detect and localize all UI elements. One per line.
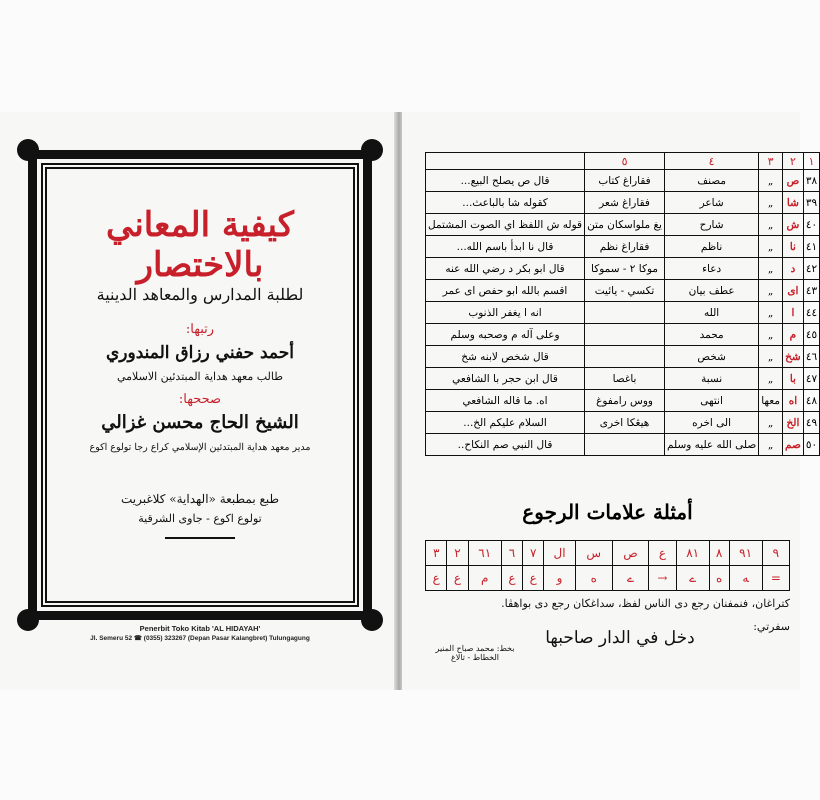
table-cell: هيڠكا اخرى — [585, 412, 665, 434]
example-text: دخل في الدار صاحبها — [545, 628, 695, 648]
table-cell: قال ابن حجر با الشافعي — [426, 368, 585, 390]
column-header — [426, 153, 585, 170]
table-cell: شخ — [782, 346, 803, 368]
table-cell: ٤٥ — [803, 324, 819, 346]
reference-mark: س — [575, 541, 612, 566]
table-row — [426, 192, 820, 214]
book-title: كيفية المعاني بالاختصار — [106, 205, 294, 285]
column-header: ٣ — [759, 153, 783, 170]
table-cell: يغ ملواسكان متن — [585, 214, 665, 236]
table-cell: „ — [759, 434, 783, 456]
table-cell: با — [782, 368, 803, 390]
table-cell: ص — [782, 170, 803, 192]
reference-mark: ع — [447, 566, 468, 591]
abbreviation-table — [425, 152, 820, 456]
table-cell: شا — [782, 192, 803, 214]
table-cell: معها — [759, 390, 783, 412]
table-cell: قال نا ابدأ باسم الله... — [426, 236, 585, 258]
author-role: طالب معهد هداية المبتدئين الاسلامي — [117, 370, 283, 383]
table-cell: اه — [782, 390, 803, 412]
table-row — [426, 324, 820, 346]
table-cell: „ — [759, 324, 783, 346]
table-cell — [585, 346, 665, 368]
table-cell: قال ابو بكر د رضي الله عنه — [426, 258, 585, 280]
printed-at: طبع بمطبعة «الهداية» كلاغبريت — [120, 492, 280, 506]
table-cell: شاعر — [664, 192, 758, 214]
reference-mark: ٣ — [426, 541, 447, 566]
table-cell: كقوله شا بالباعث... — [426, 192, 585, 214]
table-cell: الى اخره — [664, 412, 758, 434]
table-cell: مصنف — [664, 170, 758, 192]
table-cell: نا — [782, 236, 803, 258]
publisher-address: Jl. Semeru 52 ☎ (0355) 323267 (Depan Pasar Kalangbret) Tulungagung — [90, 635, 310, 642]
arranged-by-label: رتبها: — [185, 322, 215, 337]
explanation-text: كتراغان، فنمفنان رجع دى الناس لفظ، سداغكان رجع دى بواهڤا. — [501, 597, 790, 610]
reference-mark: ٢ — [447, 541, 468, 566]
table-row — [426, 412, 820, 434]
reference-mark: ے — [676, 566, 709, 591]
table-cell: ٤٨ — [803, 390, 819, 412]
reference-mark: ع — [649, 541, 676, 566]
reference-mark: ع — [426, 566, 447, 591]
table-cell: م — [782, 324, 803, 346]
column-header: ١ — [803, 153, 819, 170]
table-cell: انه ا يغفر الذنوب — [426, 302, 585, 324]
print-place: تولوع اكوع - جاوى الشرقية — [138, 512, 262, 525]
table-cell: وعلى آله م وصحبه وسلم — [426, 324, 585, 346]
column-header: ٢ — [782, 153, 803, 170]
column-header: ٤ — [664, 153, 758, 170]
table-cell: ٤٤ — [803, 302, 819, 324]
section-title: أمثلة علامات الرجوع — [522, 500, 693, 524]
table-row — [426, 390, 820, 412]
table-cell: صلى الله عليه وسلم — [664, 434, 758, 456]
reference-mark: = — [762, 566, 789, 591]
table-cell: „ — [759, 368, 783, 390]
table-cell: د — [782, 258, 803, 280]
table-cell: فقاراغ نظم — [585, 236, 665, 258]
divider — [165, 537, 235, 539]
table-cell: قال النبي صم النكاح.. — [426, 434, 585, 456]
corrector-name: الشيخ الحاج محسن غزالي — [101, 412, 299, 433]
reference-mark: ﻪ — [729, 566, 762, 591]
table-cell: صم — [782, 434, 803, 456]
reference-mark: ص — [612, 541, 649, 566]
table-cell: الخ — [782, 412, 803, 434]
corner-ornament — [17, 139, 39, 161]
table-cell: „ — [759, 302, 783, 324]
reference-marks-table — [425, 540, 790, 591]
corrector-role: مدير معهد هداية المبتدئين الإسلامي كراع رجا تولوع اكوع — [89, 442, 311, 453]
reference-mark: ٨ — [709, 541, 729, 566]
table-row — [426, 302, 820, 324]
reference-mark: ٩١ — [729, 541, 762, 566]
reference-mark: ٦١ — [468, 541, 501, 566]
table-cell: فقاراغ كتاب — [585, 170, 665, 192]
table-cell: انتهى — [664, 390, 758, 412]
table-cell: ش — [782, 214, 803, 236]
reference-mark: ے — [612, 566, 649, 591]
table-cell: ٤٣ — [803, 280, 819, 302]
table-cell: ٤٦ — [803, 346, 819, 368]
reference-mark: ٦ — [501, 541, 522, 566]
table-cell: „ — [759, 346, 783, 368]
table-row — [426, 236, 820, 258]
table-row — [426, 346, 820, 368]
table-cell: ٥٠ — [803, 434, 819, 456]
table-cell: محمد — [664, 324, 758, 346]
table-cell: اقسم بالله ابو حفص اى عمر — [426, 280, 585, 302]
reference-mark: ه — [709, 566, 729, 591]
table-cell — [585, 302, 665, 324]
table-cell: „ — [759, 280, 783, 302]
reference-mark: ه — [575, 566, 612, 591]
table-cell: باغصا — [585, 368, 665, 390]
reference-mark: ٩ — [762, 541, 789, 566]
table-cell: تكسي - يائيت — [585, 280, 665, 302]
table-cell — [585, 324, 665, 346]
book-subtitle: لطلبة المدارس والمعاهد الدينية — [96, 285, 304, 304]
table-cell: شخص — [664, 346, 758, 368]
table-cell: ا — [782, 302, 803, 324]
corrected-by-label: صححها: — [178, 392, 222, 407]
reference-mark: ع — [523, 566, 544, 591]
author-name: أحمد حفني رزاق المندوري — [106, 343, 294, 363]
reference-mark: م — [468, 566, 501, 591]
table-cell: „ — [759, 170, 783, 192]
table-cell: „ — [759, 258, 783, 280]
table-cell: قوله ش اللفظ اي الصوت المشتمل — [426, 214, 585, 236]
reference-mark: ال — [544, 541, 575, 566]
table-cell: السلام عليكم الخ... — [426, 412, 585, 434]
table-row — [426, 368, 820, 390]
table-cell: ٣٨ — [803, 170, 819, 192]
table-cell: ٤٠ — [803, 214, 819, 236]
table-cell: موكا ٢ - سموكا — [585, 258, 665, 280]
table-cell: „ — [759, 214, 783, 236]
reference-mark: ع — [501, 566, 522, 591]
reference-mark: و — [544, 566, 575, 591]
table-cell: شارح — [664, 214, 758, 236]
table-cell: ٤٩ — [803, 412, 819, 434]
table-row — [426, 170, 820, 192]
table-cell: نسبة — [664, 368, 758, 390]
table-cell: اى — [782, 280, 803, 302]
example-label: سفرتي: — [753, 620, 790, 633]
table-cell: ناظم — [664, 236, 758, 258]
table-cell: „ — [759, 192, 783, 214]
table-cell: ٤٧ — [803, 368, 819, 390]
reference-mark: ٨١ — [676, 541, 709, 566]
table-cell: قال شخص لابنه شخ — [426, 346, 585, 368]
table-cell — [585, 434, 665, 456]
table-cell: دعاء — [664, 258, 758, 280]
table-row — [426, 258, 820, 280]
table-cell: „ — [759, 236, 783, 258]
table-row — [426, 280, 820, 302]
table-row — [426, 214, 820, 236]
reference-mark: → — [649, 566, 676, 591]
table-cell: اه. ما قاله الشافعي — [426, 390, 585, 412]
table-cell: ٤٢ — [803, 258, 819, 280]
table-cell: الله — [664, 302, 758, 324]
table-cell: فقاراغ شعر — [585, 192, 665, 214]
table-cell: ووس رامفوغ — [585, 390, 665, 412]
reference-mark: ٧ — [523, 541, 544, 566]
scribe-signature: بخط: محمد صباح المنير الخطاط - تالاغ — [435, 644, 515, 662]
column-header: ٥ — [585, 153, 665, 170]
publisher: Penerbit Toko Kitab 'AL HIDAYAH' — [139, 624, 261, 633]
table-cell: ٤١ — [803, 236, 819, 258]
table-cell: عطف بيان — [664, 280, 758, 302]
table-cell: ٣٩ — [803, 192, 819, 214]
table-cell: „ — [759, 412, 783, 434]
table-cell: قال ص يصلح البيع... — [426, 170, 585, 192]
corner-ornament — [361, 139, 383, 161]
table-row — [426, 434, 820, 456]
